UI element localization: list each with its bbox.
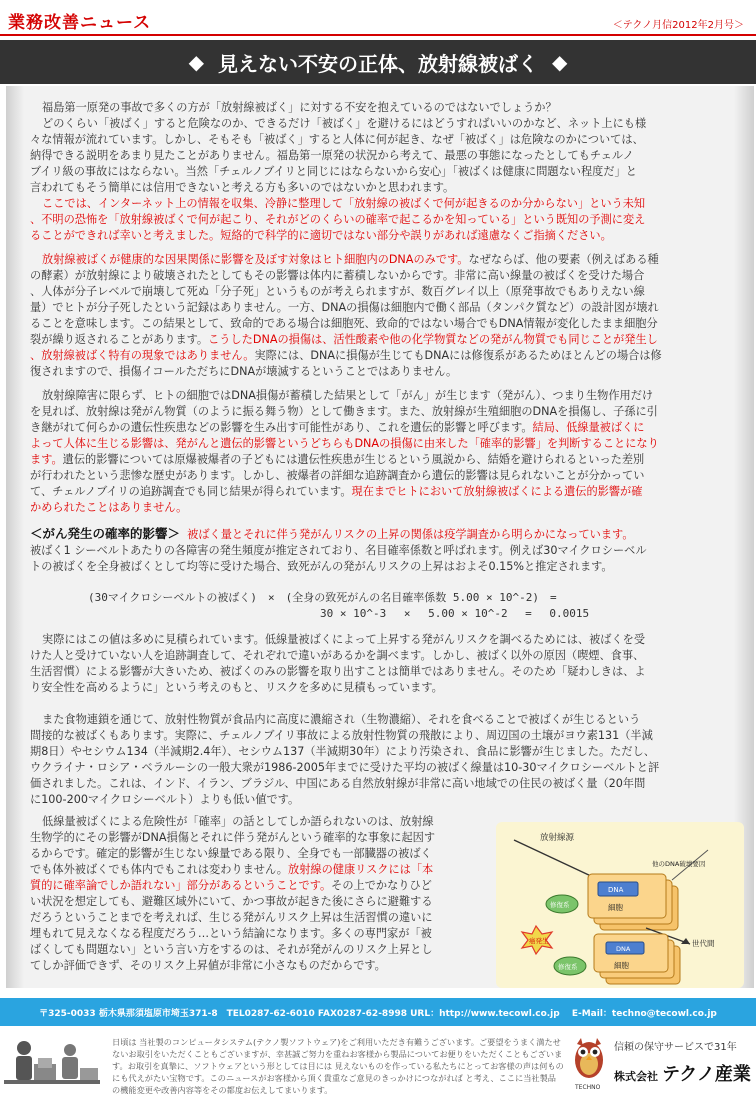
company-motto: 信頼の保守サービスで31年 (614, 1042, 737, 1053)
newsletter-brand: 業務改善ニュース (8, 13, 152, 33)
section-heading: ＜がん発生の確率的影響＞ (30, 526, 181, 541)
highlight-text: ます。 (30, 453, 63, 466)
other-dna-damage-label: 他のDNA破壊要因 (652, 860, 706, 868)
page-title: 見えない不安の正体、放射線被ばく (218, 51, 538, 76)
text-line: 埋もれて見えなくなる程度だろう…という結論になります。多くの専門家が「被 (30, 927, 432, 940)
highlight-line: よって人体に生じる影響は、発がんと遺伝的影響というどちらもDNAの損傷に由来した「確率的影響」を判断することになり (30, 437, 659, 450)
highlight-text: 現在までヒトにおいて放射線被ばくによる遺伝的影響が確 (351, 485, 643, 498)
text-line: また食物連鎖を通じて、放射性物質が食品内に高度に濃縮され（生物濃縮）、それを食べることで被ばくが生じるという (42, 713, 641, 726)
generations-label: 世代間 (692, 939, 715, 948)
text-line: 期8日）やセシウム134（半減期2.4年）、セシウム137（半減期30年）により汚染され、食品に影響が生じました。ただし、 (30, 745, 655, 758)
text-line: だろうということまでを考えれば、生じる発がんリスク上昇は生活習慣の違いに (30, 911, 433, 924)
text-span: その上でかなりひど (331, 879, 432, 892)
highlight-text: 放射線の健康リスクには「本 (288, 863, 434, 876)
panel-shadow-left (6, 86, 24, 988)
company-prefix: 株式会社 (614, 1070, 658, 1083)
text-line: トの被ばくを全身被ばくとして均等に受けた場合、致死がんの発がんリスクの上昇はおよそ0.15%と推定されます。 (30, 560, 613, 573)
text-line: どのくらい「被ばく」すると危険なのか、できるだけ「被ばく」を避けるにはどうすればいいのかなど、ネット上にも様 (42, 117, 647, 130)
text-line: けた人と受けていない人を追跡調査して、それぞれで違いがあるかを調べます。しかし、被ばく以外の原因（喫煙、食事、 (30, 649, 645, 662)
text-span: でも体外被ばくでも体内でもこれは変わりません。 (30, 863, 288, 876)
text-span: 遺伝的影響については原爆被爆者の子どもには遺伝性疾患が生じるという風説から、結婚を避けられるといった差別 (62, 453, 645, 466)
text-line: 々な情報が流れています。しかし、そもそも「被ばく」すると人体に何が起き、なぜ「被ばく」は危険なのかについては、 (30, 133, 644, 146)
company-name-text: テクノ産業 (662, 1064, 751, 1085)
text-line: り安全性を高めるように」という考えのもと、リスクを多めに見積もっています。 (30, 681, 443, 694)
repair-label: 修復系 (550, 901, 570, 909)
cell-stack-lower (594, 934, 680, 984)
highlight-text: 、放射線被ばく特有の現象ではありません。 (30, 349, 255, 362)
text-line: 生物学的にその影響がDNA損傷とそれに伴う発がんという確率的な事象に起因す (30, 831, 436, 844)
text-span: 実際には、DNAに損傷が生じてもDNAには修復系があるためほとんどの場合は修 (254, 349, 662, 362)
owl-mascot-icon (572, 1034, 606, 1092)
text-line: 量）でヒトが分子死したという記録はありません。一方、DNAの損傷は細胞内で働く部品（タンパク質など）の設計図が壊れ (30, 301, 659, 314)
repair-label: 修復系 (558, 963, 578, 971)
article-paragraph-1 (30, 100, 730, 244)
text-span: 裂が繰り返されることがあります。 (30, 333, 209, 346)
highlight-line: かめられたことはありません。 (30, 501, 188, 514)
text-span: なぜならば、他の要素（例えばある種 (468, 253, 659, 266)
text-line: が行われたという悲惨な歴史があります。しかし、被爆者の詳細な追跡調査から遺伝的影響は見られないことが分かってい (30, 469, 645, 482)
text-span: き継がれて何らかの遺伝性疾患などの影響を生み出す可能性があり、これを遺伝的影響と呼びます。 (30, 421, 533, 434)
text-line: ばくしても問題ない」という言い方をするのは、それが発がんのリスク上昇とし (30, 943, 433, 956)
text-line: るからです。確定的影響が生じない線量である限り、全身でも一部臓器の被ばく (30, 847, 432, 860)
cancer-label: 癌発生 (529, 937, 549, 945)
text-line: の酵素）が放射線により破壊されたとしてもその影響は体内に蓄積しないからです。非常に高い線量の被ばくを受けた場合 (30, 269, 645, 282)
text-line: ウクライナ・ロシア・ベラルーシの一般大衆が1986-2005年までに受けた平均の被ばく線量は10-30マイクロシーベルトと評 (30, 761, 660, 774)
office-workers-illustration (4, 1034, 100, 1094)
highlight-text: こうしたDNAの損傷は、活性酸素や他の化学物質などの発がん物質でも同じことが発生し (208, 333, 658, 346)
page-header (0, 0, 756, 36)
text-line: ブイリ級の事故にはならない。当然「チェルノブイリと同じにはならないから安心」「被ばくは健康に問題ない程度だ」と (30, 165, 637, 178)
contact-bar: 〒325-0033 栃木県那須塩原市埼玉371-8 TEL0287-62-6010 FAX0287-62-8998 URL：http://www.tecowl.co.jp E-Mail：techno@tecowl.co.jp (0, 998, 756, 1026)
article-paragraph-2 (30, 252, 730, 380)
text-line: 生活習慣）による影響が大きいため、被ばくのみの影響を取り出すことは簡単ではありません。そのため「疑わしきは、よ (30, 665, 646, 678)
dna-damage-diagram (496, 822, 744, 988)
text-line: 低線量被ばくによる危険性が「確率」の話としてしか語られないのは、放射線 (42, 815, 434, 828)
page-footer (0, 1030, 756, 1096)
issue-label: ＜テクノ月信2012年2月号＞ (612, 20, 744, 31)
text-line: い状況を想定しても、避難区域外にいて、かつ事故が起きた後にさらに避難する (30, 895, 433, 908)
text-line: 実際にはこの値は多めに見積られています。低線量被ばくによって上昇する発がんリスクを調べるためには、被ばくを受 (42, 633, 646, 646)
dna-label: DNA (608, 886, 624, 894)
mascot-label: TECHNO (575, 1084, 601, 1091)
highlight-text: 被ばく量とそれに伴う発がんリスクの上昇の関係は疫学調査から明らかになっています。 (187, 528, 634, 541)
article-section-cancer (30, 526, 730, 575)
highlight-text: 放射線被ばくが健康的な因果関係に影響を及ぼす対象はヒト細胞内のDNAのみです。 (42, 253, 469, 266)
text-line: 放射線障害に限らず、ヒトの細胞ではDNA損傷が蓄積した結果として「がん」が生じます（発がん）、つまり生物作用だけ (42, 389, 654, 402)
text-line: ることを意味します。この結果として、致命的である場合は細胞死、致命的ではない場合でもDNA情報が変化したまま細胞分 (30, 317, 658, 330)
article-paragraph-7 (30, 814, 492, 974)
text-line: 福島第一原発の事故で多くの方が「放射線被ばく」に対する不安を抱えているのではないでしょうか？ (42, 101, 557, 114)
highlight-text: 結局、低線量被ばくに (532, 421, 645, 434)
text-line: 復されますので、損傷イコールただちにDNAが壊滅するということではありません。 (30, 365, 458, 378)
text-line: 納得できる説明をあまり見たことがありません。福島第一原発の状況から考えて、最悪の事態になったとしてもチェルノ (30, 149, 634, 162)
text-line: 被ばく1 シーベルトあたりの各障害の発生頻度が推定されており、名目確率係数と呼ばれます。例えば30マイクロシーベル (30, 544, 647, 557)
formula-line: 30 × 10^-3 × 5.00 × 10^-2 = 0.0015 (320, 607, 590, 620)
header-rule (0, 34, 756, 36)
customer-notice: 日頃は 当社製のコンピュータシステム(テクノ製ソフトウェア)をご利用いただき有難うございます。ご要望をうまく満たせないお取引をいただくこともございますが、幸甚誠ご努力を重ねお客様から製品についてお便りをいただくこともございます。お取引を真摯に、ソフトウェアという形としては目には 見えないものを作っている私たちにとってお客様の声は何ものにも代えがたい宝物です。このニュースがお客様から頂く貴重なご意見のきっかけにつながれば と考え、ここに当社製品の機能変更や改善内容等をその都度お伝えしてまいります。 (112, 1037, 564, 1095)
text-span: て、チェルノブイリの追跡調査でも同じ結果が得られています。 (30, 485, 352, 498)
company-name (614, 1060, 751, 1086)
highlight-line: 、不明の恐怖を「放射線被ばくで何が起こり、それがどのくらいの確率で起こるかを知っている」という既知の予測に変え (30, 213, 646, 226)
cell-stack-upper (588, 874, 678, 930)
title-bar (0, 40, 756, 84)
text-line: を見れば、放射線は発がん物質（のように振る舞う物）として働きます。また、放射線が生殖細胞のDNAを損傷し、子孫に引 (30, 405, 658, 418)
diagram-graphic (496, 822, 744, 988)
article-paragraph-5 (30, 632, 730, 696)
text-line: 、人体が分子レベルで崩壊して死ぬ「分子死」というものが考えられますが、数百グレイ以上（原発事故でもありえない線 (30, 285, 645, 298)
highlight-line: ることができれば幸いと考えました。短絡的で科学的に適切ではない部分や誤りがあれば遠慮なくご指摘ください。 (30, 229, 612, 242)
cell-label: 細胞 (608, 903, 623, 912)
highlight-line: ここでは、インターネット上の情報を収集、冷静に整理して「放射線の被ばくで何が起きるのか分からない」という未知 (42, 197, 646, 210)
article-paragraph-6 (30, 712, 730, 808)
diamond-icon: ◆ (188, 50, 204, 74)
highlight-text: 質的に確率論でしか語れない」部分があるということです。 (30, 879, 332, 892)
diamond-icon: ◆ (552, 50, 568, 74)
text-line: に100-200マイクロシーベルト）よりも低い値です。 (30, 793, 300, 806)
article-paragraph-3 (30, 388, 730, 516)
risk-formula (88, 590, 728, 622)
formula-line: (30マイクロシーベルトの被ばく) × (全身の致死がんの名目確率係数 5.00 × 10^-2) = (88, 591, 557, 604)
text-line: 価されました。これは、インド、イラン、ブラジル、中国にある自然放射線が非常に高い地域での住民の被ばく量（20年間 (30, 777, 646, 790)
radiation-source-label: 放射線源 (540, 833, 575, 843)
cell-label: 細胞 (614, 961, 629, 970)
text-line: てしか評価できず、そのリスク上昇値が非常に小さなものだからです。 (30, 959, 386, 972)
text-line: 間接的な被ばくもあります。実際に、チェルノブイリ事故による放射性物質の飛散により、周辺国の土壌がヨウ素131（半減 (30, 729, 653, 742)
dna-label: DNA (616, 945, 631, 953)
text-line: 言われてもそう簡単には信用できないと考える方も多いのではないかと思われます。 (30, 181, 455, 194)
